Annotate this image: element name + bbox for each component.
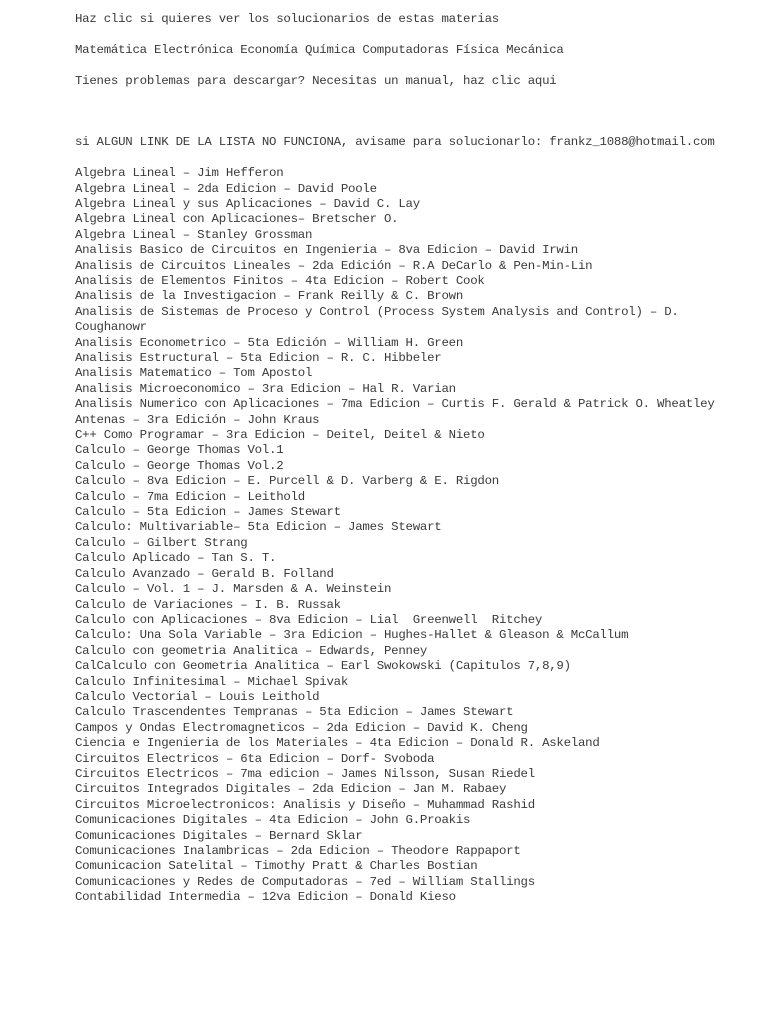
- book-link[interactable]: Analisis de Circuitos Lineales – 2da Edición – R.A DeCarlo & Pen-Min-Lin: [75, 258, 593, 273]
- spacer: [75, 89, 748, 135]
- book-link[interactable]: Analisis Matematico – Tom Apostol: [75, 366, 313, 381]
- book-link[interactable]: Ciencia e Ingenieria de los Materiales – 4ta Edicion – Donald R. Askeland: [75, 736, 600, 751]
- book-link[interactable]: Calculo: Multivariable– 5ta Edicion – James Stewart: [75, 520, 442, 535]
- solucionarios-link[interactable]: Haz clic si quieres ver los solucionarios de estas materias: [75, 12, 499, 26]
- book-link[interactable]: Calculo – Vol. 1 – J. Marsden & A. Weinstein: [75, 582, 392, 597]
- book-link[interactable]: Algebra Lineal y sus Aplicaciones – David C. Lay: [75, 196, 420, 211]
- book-link[interactable]: Comunicacion Satelital – Timothy Pratt & Charles Bostian: [75, 859, 478, 874]
- book-link[interactable]: Calculo – Gilbert Strang: [75, 535, 248, 550]
- book-link[interactable]: Analisis de Elementos Finitos – 4ta Edicion – Robert Cook: [75, 273, 485, 288]
- book-link[interactable]: Calculo – 7ma Edicion – Leithold: [75, 489, 305, 504]
- book-link[interactable]: Calculo Vectorial – Louis Leithold: [75, 689, 320, 704]
- book-link[interactable]: Calculo con Aplicaciones – 8va Edicion – Lial Greenwell Ritchey: [75, 612, 543, 627]
- book-link[interactable]: Algebra Lineal – 2da Edicion – David Poole: [75, 181, 377, 196]
- book-link[interactable]: Calculo – 8va Edicion – E. Purcell & D. Varberg & E. Rigdon: [75, 474, 499, 489]
- book-link[interactable]: Calculo – 5ta Edicion – James Stewart: [75, 505, 341, 520]
- book-link[interactable]: Campos y Ondas Electromagneticos – 2da Edicion – David K. Cheng: [75, 720, 528, 735]
- book-link[interactable]: Calculo Trascendentes Tempranas – 5ta Edicion – James Stewart: [75, 705, 514, 720]
- book-link[interactable]: CalCalculo con Geometria Analitica – Earl Swokowski (Capitulos 7,8,9): [75, 659, 571, 674]
- broken-link-notice: si ALGUN LINK DE LA LISTA NO FUNCIONA, avisame para solucionarlo: frankz_1088@hotmail.com: [75, 135, 715, 150]
- book-link[interactable]: Calculo Infinitesimal – Michael Spivak: [75, 674, 349, 689]
- book-link[interactable]: Analisis Numerico con Aplicaciones – 7ma Edicion – Curtis F. Gerald & Patrick O. Wheatley: [75, 397, 715, 412]
- book-link[interactable]: Comunicaciones y Redes de Computadoras – 7ed – William Stallings: [75, 874, 535, 889]
- book-link[interactable]: Comunicaciones Inalambricas – 2da Edicion – Theodore Rappaport: [75, 844, 521, 858]
- subjects-line[interactable]: Matemática Electrónica Economía Química Computadoras Física Mecánica: [75, 42, 564, 57]
- book-list: [75, 166, 748, 906]
- spacer: [75, 58, 748, 74]
- book-link[interactable]: Calculo Avanzado – Gerald B. Folland: [75, 566, 334, 581]
- book-link[interactable]: Comunicaciones Digitales – Bernard Sklar: [75, 828, 363, 843]
- book-link[interactable]: Calculo con geometria Analitica – Edwards, Penney: [75, 643, 428, 658]
- book-link[interactable]: Analisis Basico de Circuitos en Ingenieria – 8va Edicion – David Irwin: [75, 243, 578, 258]
- book-link[interactable]: Circuitos Integrados Digitales – 2da Edicion – Jan M. Rabaey: [75, 782, 507, 797]
- book-link[interactable]: Calculo – George Thomas Vol.1: [75, 443, 284, 458]
- book-link[interactable]: Antenas – 3ra Edición – John Kraus: [75, 412, 320, 427]
- book-link[interactable]: Analisis Econometrico – 5ta Edición – William H. Green: [75, 335, 464, 350]
- book-link[interactable]: Calculo de Variaciones – I. B. Russak: [75, 597, 341, 612]
- book-link[interactable]: Analisis de la Investigacion – Frank Reilly & C. Brown: [75, 289, 464, 304]
- manual-link[interactable]: Tienes problemas para descargar? Necesitas un manual, haz clic aqui: [75, 73, 557, 88]
- book-link[interactable]: Analisis Estructural – 5ta Edicion – R. C. Hibbeler: [75, 351, 442, 365]
- book-link[interactable]: C++ Como Programar – 3ra Edicion – Deitel, Deitel & Nieto: [75, 428, 485, 443]
- book-link[interactable]: Algebra Lineal – Stanley Grossman: [75, 227, 313, 242]
- book-link[interactable]: Calculo – George Thomas Vol.2: [75, 458, 284, 473]
- book-link[interactable]: Algebra Lineal – Jim Hefferon: [75, 166, 284, 181]
- book-link[interactable]: Calculo Aplicado – Tan S. T.: [75, 551, 277, 566]
- book-link[interactable]: Circuitos Electricos – 6ta Edicion – Dorf- Svoboda: [75, 751, 435, 766]
- book-link[interactable]: Contabilidad Intermedia – 12va Edicion – Donald Kieso: [75, 890, 456, 905]
- book-link[interactable]: Analisis de Sistemas de Proceso y Control (Process System Analysis and Control) – D. Coughanowr: [75, 304, 686, 335]
- book-link[interactable]: Algebra Lineal con Aplicaciones– Bretscher O.: [75, 212, 399, 227]
- book-link[interactable]: Analisis Microeconomico – 3ra Edicion – Hal R. Varian: [75, 381, 456, 396]
- spacer: [75, 27, 748, 43]
- book-link[interactable]: Calculo: Una Sola Variable – 3ra Edicion – Hughes-Hallet & Gleason & McCallum: [75, 628, 629, 643]
- book-link[interactable]: Comunicaciones Digitales – 4ta Edicion – John G.Proakis: [75, 813, 471, 828]
- book-link[interactable]: Circuitos Electricos – 7ma edicion – James Nilsson, Susan Riedel: [75, 766, 535, 781]
- book-link[interactable]: Circuitos Microelectronicos: Analisis y Diseño – Muhammad Rashid: [75, 797, 535, 812]
